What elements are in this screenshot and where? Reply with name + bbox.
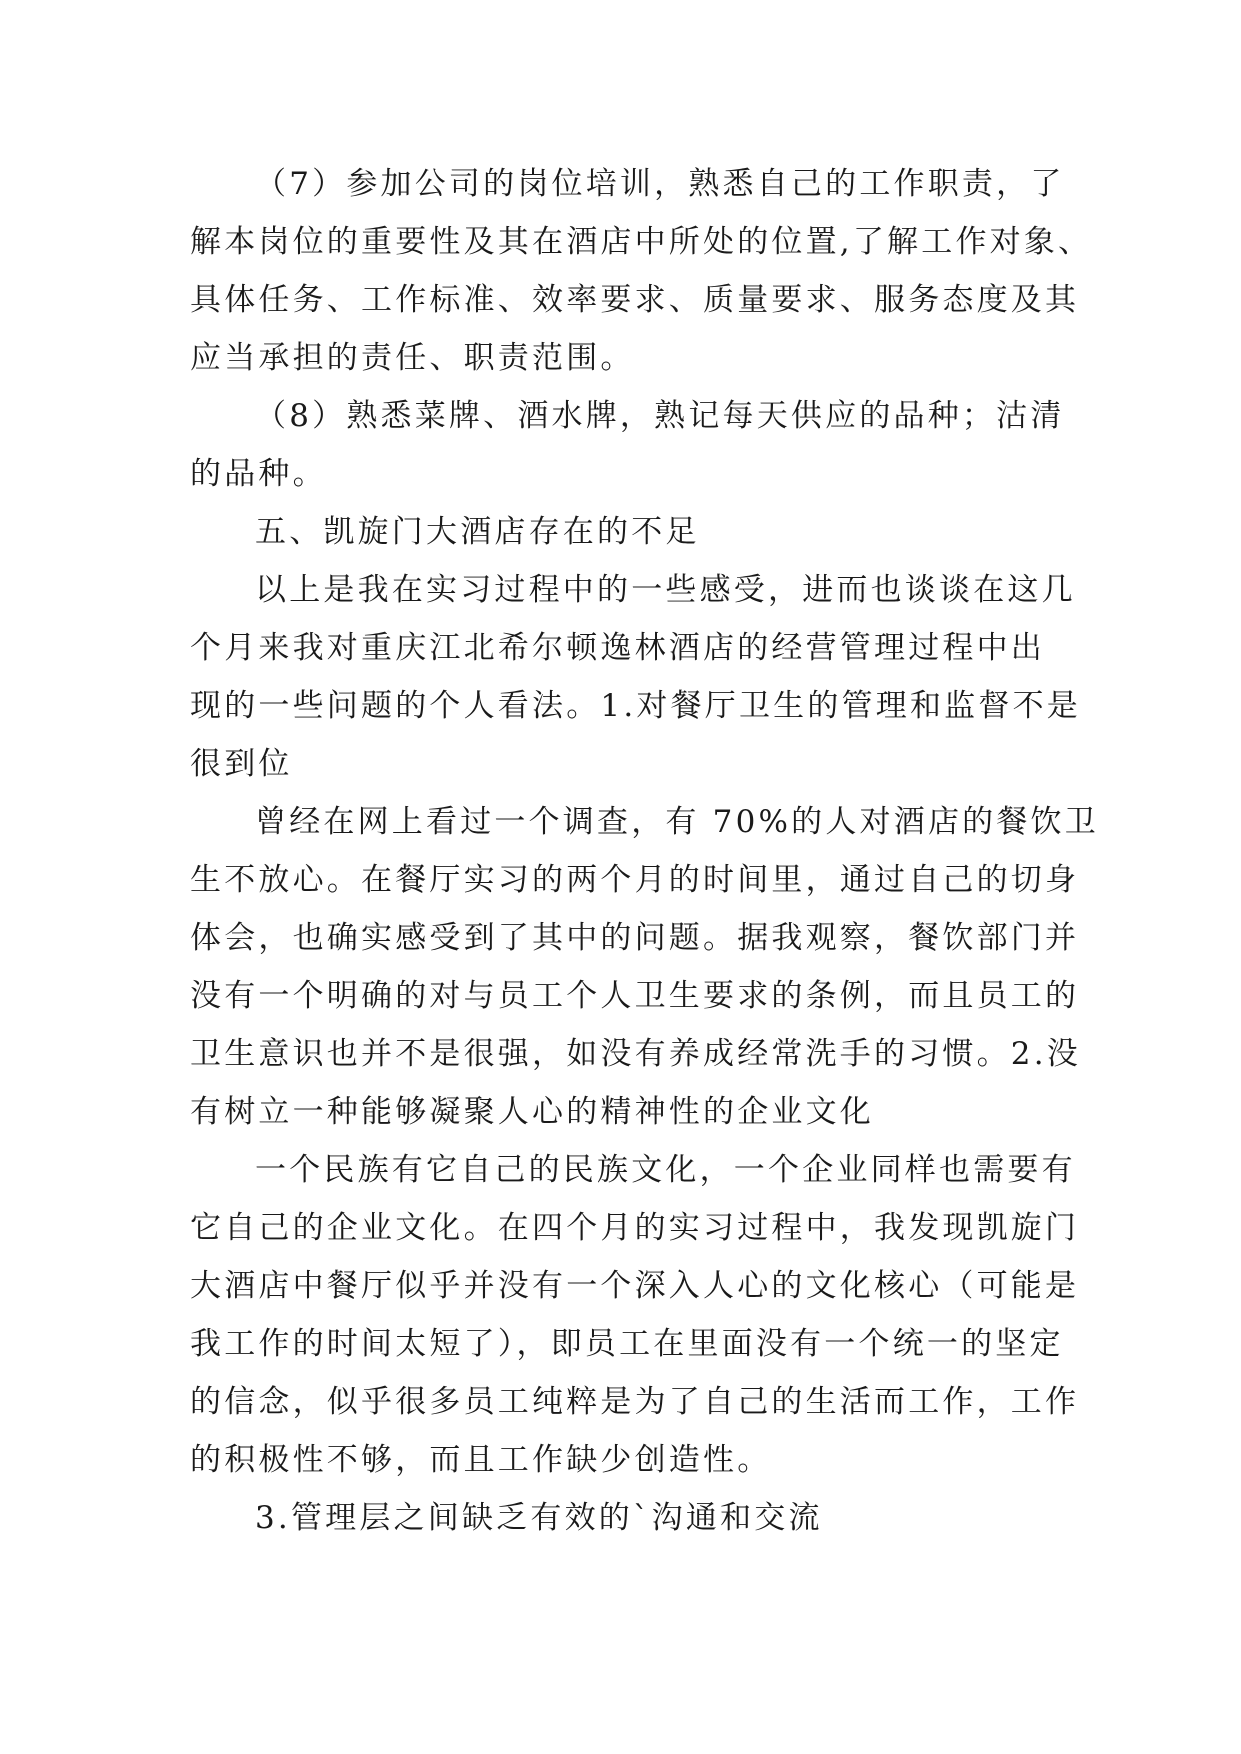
text-line: 没有一个明确的对与员工个人卫生要求的条例，而且员工的 bbox=[190, 978, 1080, 1014]
text-line: （7）参加公司的岗位培训，熟悉自己的工作职责，了 bbox=[255, 166, 1065, 202]
text-line: 有树立一种能够凝聚人心的精神性的企业文化 bbox=[190, 1094, 874, 1130]
text-line: 具体任务、工作标准、效率要求、质量要求、服务态度及其 bbox=[190, 282, 1080, 318]
text-line: 个月来我对重庆江北希尔顿逸林酒店的经营管理过程中出 bbox=[190, 630, 1045, 666]
text-line: 现的一些问题的个人看法。1.对餐厅卫生的管理和监督不是 bbox=[190, 688, 1081, 724]
text-line: 我工作的时间太短了），即员工在里面没有一个统一的坚定 bbox=[190, 1326, 1064, 1362]
text-line: 的信念，似乎很多员工纯粹是为了自己的生活而工作，工作 bbox=[190, 1384, 1080, 1420]
text-line: 以上是我在实习过程中的一些感受，进而也谈谈在这几 bbox=[255, 572, 1076, 608]
text-line: （8）熟悉菜牌、酒水牌，熟记每天供应的品种；沽清 bbox=[255, 398, 1065, 434]
text-line: 的积极性不够，而且工作缺少创造性。 bbox=[190, 1442, 772, 1478]
text-line: 生不放心。在餐厅实习的两个月的时间里，通过自己的切身 bbox=[190, 862, 1080, 898]
text-line: 一个民族有它自己的民族文化，一个企业同样也需要有 bbox=[255, 1152, 1076, 1188]
text-line: 曾经在网上看过一个调查，有 70%的人对酒店的餐饮卫 bbox=[255, 804, 1099, 840]
text-line: 的品种。 bbox=[190, 456, 327, 492]
text-line: 大酒店中餐厅似乎并没有一个深入人心的文化核心（可能是 bbox=[190, 1268, 1080, 1304]
text-line: 卫生意识也并不是很强，如没有养成经常洗手的习惯。2.没 bbox=[190, 1036, 1081, 1072]
text-line: 3.管理层之间缺乏有效的`沟通和交流 bbox=[255, 1500, 823, 1536]
text-line: 体会，也确实感受到了其中的问题。据我观察，餐饮部门并 bbox=[190, 920, 1080, 956]
text-line: 它自己的企业文化。在四个月的实习过程中，我发现凯旋门 bbox=[190, 1210, 1080, 1246]
section-heading: 五、凯旋门大酒店存在的不足 bbox=[255, 514, 700, 550]
text-line: 解本岗位的重要性及其在酒店中所处的位置,了解工作对象、 bbox=[190, 224, 1093, 260]
text-line: 很到位 bbox=[190, 746, 293, 782]
text-line: 应当承担的责任、职责范围。 bbox=[190, 340, 635, 376]
